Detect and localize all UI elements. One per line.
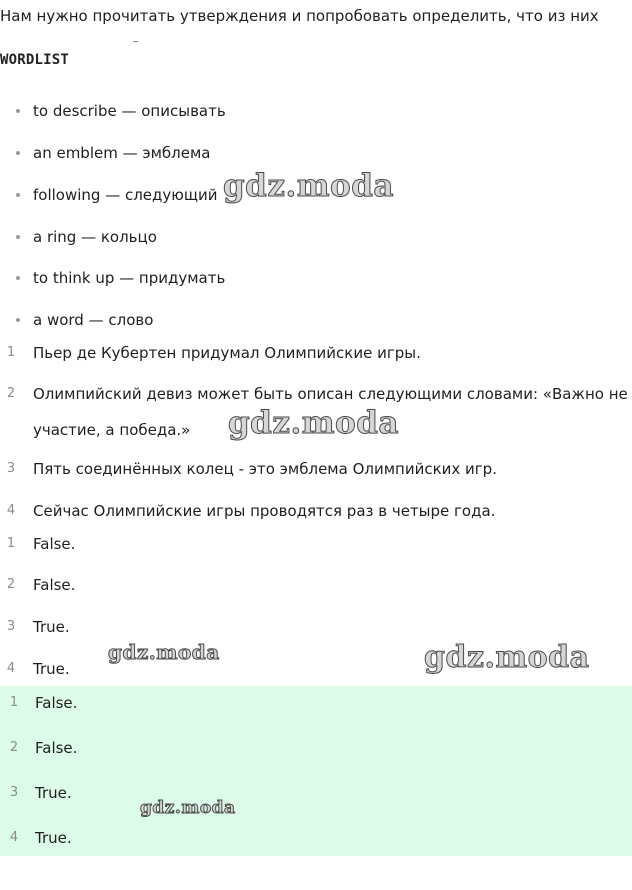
wordlist-item: [16, 185, 218, 205]
final-answer-number: 2: [9, 740, 19, 755]
answer-number: 1: [6, 536, 16, 551]
statement-number: 4: [6, 503, 16, 518]
final-answer-text: False.: [35, 739, 78, 757]
bullet-icon: [16, 235, 20, 239]
final-answers-box: [0, 686, 632, 856]
statement-item: [6, 335, 626, 371]
wordlist-item-text: to describe — описывать: [33, 102, 226, 120]
final-answer-number: 1: [9, 695, 19, 710]
wordlist-item: [16, 227, 157, 247]
bullet-icon: [16, 193, 20, 197]
wordlist-item-text: a word — слово: [33, 311, 154, 329]
text-fragment-mark: [133, 38, 138, 42]
watermark: gdz.moda: [108, 640, 220, 664]
wordlist-item-text: to think up — придумать: [33, 269, 226, 287]
answer-text: False.: [33, 535, 76, 553]
wordlist-item: [16, 143, 211, 163]
wordlist-item-text: following — следующий: [33, 186, 218, 204]
answer-number: 2: [6, 577, 16, 592]
final-answer-number: 4: [9, 830, 19, 845]
watermark: gdz.moda: [140, 798, 236, 818]
wordlist-item: [16, 101, 226, 121]
final-answer-text: False.: [35, 694, 78, 712]
final-answer-text: True.: [35, 784, 72, 802]
answer-number: 4: [6, 661, 16, 676]
bullet-icon: [16, 109, 20, 113]
statement-number: 1: [6, 345, 16, 360]
watermark: gdz.moda: [228, 405, 399, 441]
wordlist-item: [16, 310, 153, 330]
statement-text: Сейчас Олимпийские игры проводятся раз в четыре года.: [33, 502, 496, 520]
answer-text: False.: [33, 576, 76, 594]
statement-text: Пять соединённых колец - это эмблема Олимпийских игр.: [33, 460, 497, 478]
statement-text: Пьер де Кубертен придумал Олимпийские игры.: [33, 344, 421, 362]
watermark: gdz.moda: [424, 640, 590, 675]
wordlist-item-text: a ring — кольцо: [33, 228, 157, 246]
statement-item: [6, 451, 626, 487]
answer-number: 3: [6, 619, 16, 634]
statement-item: [6, 493, 626, 529]
answer-text: True.: [33, 618, 70, 636]
bullet-icon: [16, 276, 20, 280]
wordlist-item-text: an emblem — эмблема: [33, 144, 211, 162]
wordlist-item: [16, 268, 225, 288]
wordlist-heading: WORDLIST: [0, 52, 70, 68]
bullet-icon: [16, 151, 20, 155]
bullet-icon: [16, 318, 20, 322]
watermark: gdz.moda: [223, 168, 394, 204]
final-answer-number: 3: [9, 785, 19, 800]
intro-text: Нам нужно прочитать утверждения и попробовать определить, что из них: [0, 7, 599, 25]
answer-text: True.: [33, 660, 70, 678]
final-answer-text: True.: [35, 829, 72, 847]
statement-number: 3: [6, 461, 16, 476]
statement-number: 2: [6, 386, 16, 401]
statement-item: [6, 376, 628, 448]
statement-text: Олимпийский девиз может быть описан следующими словами: «Важно не участие, а победа.»: [33, 385, 628, 439]
